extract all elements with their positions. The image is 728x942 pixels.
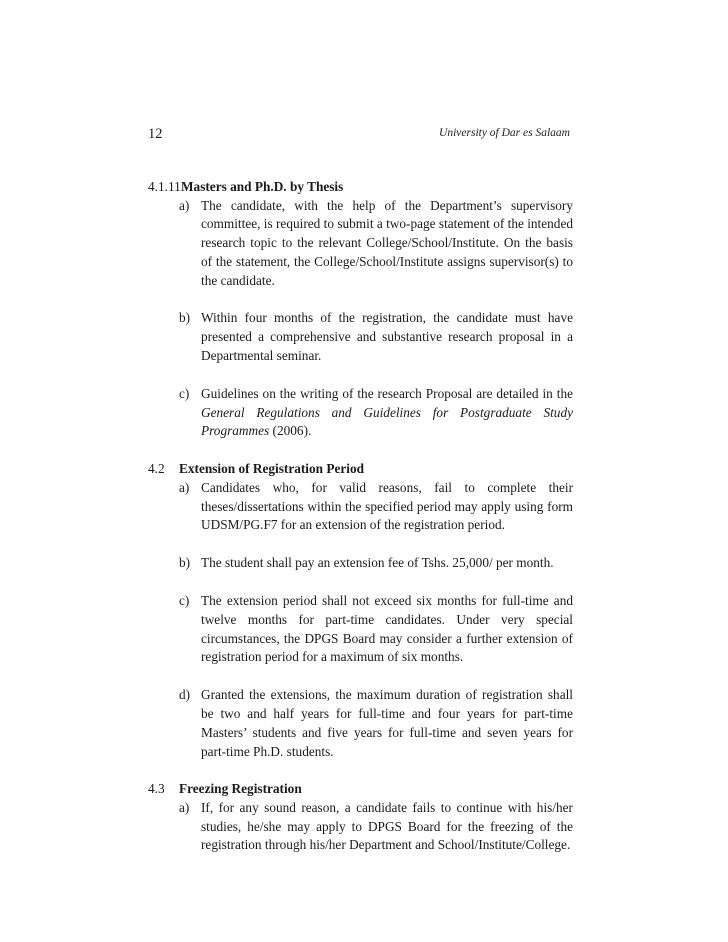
item-text: Guidelines on the writing of the research Proposal are detailed in the [201, 385, 573, 401]
item-text: Within four months of the registration, the candidate must have presented a comprehensive and substantive research proposal in a Departmental seminar. [201, 310, 573, 364]
item-label: b) [179, 310, 191, 326]
item-text: Granted the extensions, the maximum duration of registration shall be two and half years for full-time and four years for part-time Masters’ students and five years for full-time and seven years for part-time Ph.D. students. [201, 687, 573, 759]
section-number: 4.3 [148, 781, 165, 797]
item-text: The student shall pay an extension fee of Tshs. 25,000/ per month. [201, 555, 554, 571]
page-number: 12 [148, 126, 163, 142]
item-text: The extension period shall not exceed six months for full-time and twelve months for part-time candidates. Under very special circumstances, the DPGS Board may consider a further extension of registration period for a maximum of six months. [201, 592, 573, 665]
section-title: Freezing Registration [179, 781, 302, 797]
list-item [179, 592, 573, 667]
item-text: The candidate, with the help of the Department’s supervisory committee, is required to submit a two-page statement of the intended research topic to the relevant College/School/Institute. On the basis of the statement, the College/School/Institute assigns supervisor(s) to the candidate. [201, 197, 573, 288]
item-label: c) [179, 385, 190, 401]
item-label: c) [179, 592, 190, 608]
publication-title: General Regulations and Guidelines for Postgraduate Study Programmes [201, 404, 573, 439]
section-title: Masters and Ph.D. by Thesis [181, 179, 344, 194]
section-number: 4.2 [148, 461, 165, 477]
item-label: a) [179, 197, 190, 213]
item-text: Candidates who, for valid reasons, fail to complete their theses/dissertations within the specified period may apply using form UDSM/PG.F7 for an extension of the registration period. [201, 479, 573, 533]
list-item [179, 197, 573, 291]
list-item [179, 385, 573, 441]
section-heading-4-1-11 [148, 178, 573, 197]
section-heading-4-2 [148, 460, 573, 479]
document-body [148, 178, 573, 855]
item-text: If, for any sound reason, a candidate fails to continue with his/her studies, he/she may apply to DPGS Board for the freezing of the registration through his/her Department and School/Institute/College. [201, 799, 573, 853]
section-heading-4-3 [148, 780, 573, 799]
section-title: Extension of Registration Period [179, 461, 365, 477]
list-item [179, 799, 573, 855]
item-text: (2006). [269, 423, 312, 439]
list-item [179, 686, 573, 761]
list-item [179, 309, 573, 365]
running-head: University of Dar es Salaam [439, 127, 570, 139]
item-label: a) [179, 799, 190, 815]
item-label: a) [179, 479, 190, 495]
list-item [179, 479, 573, 535]
item-label: d) [179, 687, 191, 703]
section-number: 4.1.11 [148, 179, 181, 194]
list-item [179, 554, 573, 573]
item-label: b) [179, 555, 191, 571]
